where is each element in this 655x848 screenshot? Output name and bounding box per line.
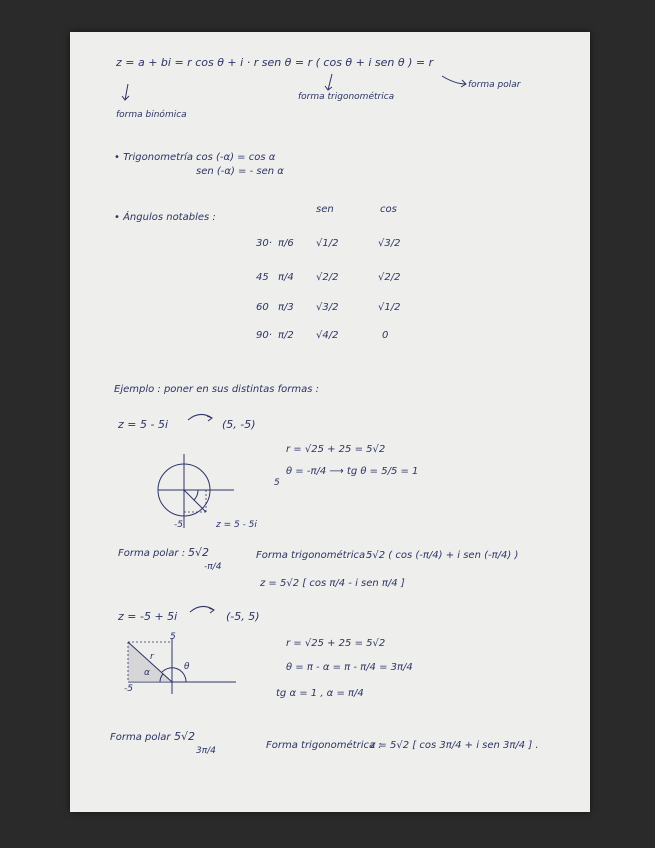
z1-argument: θ = -π/4 ⟶ tg θ = 5/5 = 1 — [286, 466, 419, 477]
arrow-z2 — [188, 600, 218, 616]
z1-polar-subscript: -π/4 — [204, 562, 222, 572]
z1-trig-value: 5√2 ( cos (-π/4) + i sen (-π/4) ) — [366, 550, 519, 561]
angle-rad: π/3 — [278, 302, 294, 313]
z1-trig-label: Forma trigonométrica : — [256, 550, 372, 561]
z2-fig-label-r: r — [150, 652, 154, 662]
z2-modulus: r = √25 + 25 = 5√2 — [286, 638, 386, 649]
z1-trig-value-simplified: z = 5√2 [ cos π/4 - i sen π/4 ] — [260, 578, 405, 589]
angle-deg: 45 — [256, 272, 269, 283]
label-forma-polar: forma polar — [468, 80, 521, 90]
arrows-line1 — [70, 32, 590, 152]
arrow-z1 — [186, 408, 216, 424]
z2-trig-label: Forma trigonométrica : — [266, 740, 382, 751]
example-title: Ejemplo : poner en sus distintas formas : — [114, 384, 319, 395]
angle-deg: 60 — [256, 302, 269, 313]
angle-rad: π/6 — [278, 238, 294, 249]
z2-point: (-5, 5) — [226, 610, 260, 623]
trig-label: • Trigonometría : — [114, 152, 200, 163]
z1-fig-label-5: 5 — [274, 478, 280, 488]
label-forma-binomica: forma binómica — [116, 110, 187, 120]
angle-sen: √4/2 — [316, 330, 339, 341]
trig-eq2: sen (-α) = - sen α — [196, 166, 284, 177]
angle-cos: √1/2 — [378, 302, 401, 313]
z2-argument: θ = π - α = π - π/4 = 3π/4 — [286, 662, 413, 673]
col-cos: cos — [380, 204, 397, 215]
z1-polar-value: 5√2 — [188, 546, 210, 559]
label-forma-trigonometrica: forma trigonométrica — [298, 92, 395, 102]
angle-cos: √3/2 — [378, 238, 401, 249]
z2-polar-label: Forma polar — [110, 732, 171, 743]
angle-sen: √1/2 — [316, 238, 339, 249]
z1-fig-label-minus5: -5 — [174, 520, 183, 530]
z2-polar-value: 5√2 — [174, 730, 196, 743]
col-sen: sen — [316, 204, 334, 215]
z1-modulus: r = √25 + 25 = 5√2 — [286, 444, 386, 455]
z1-point: (5, -5) — [222, 418, 256, 431]
z2-fig-label-theta: θ — [184, 662, 190, 672]
z2-fig-label-minus5: -5 — [124, 684, 133, 694]
angle-sen: √2/2 — [316, 272, 339, 283]
angle-sen: √3/2 — [316, 302, 339, 313]
angle-cos: √2/2 — [378, 272, 401, 283]
notebook-page — [70, 32, 590, 812]
angle-deg: 30· — [256, 238, 272, 249]
complex-forms-equation: z = a + bi = r cos θ + i · r sen θ = r ( cos θ + i sen θ ) = r — [116, 56, 434, 69]
angle-deg: 90· — [256, 330, 272, 341]
z2-polar-subscript: 3π/4 — [196, 746, 216, 756]
z2-expression: z = -5 + 5i — [118, 610, 178, 623]
z2-fig-label-5: 5 — [170, 632, 176, 642]
z1-expression: z = 5 - 5i — [118, 418, 168, 431]
trig-eq1: cos (-α) = cos α — [196, 152, 276, 163]
angles-label: • Ángulos notables : — [114, 212, 216, 223]
z2-fig-label-alpha: α — [144, 668, 150, 678]
angle-cos: 0 — [382, 330, 389, 341]
angle-rad: π/2 — [278, 330, 294, 341]
z1-fig-label-z: z = 5 - 5i — [216, 520, 257, 530]
z2-tangent: tg α = 1 , α = π/4 — [276, 688, 364, 699]
z1-polar-label: Forma polar : — [118, 548, 186, 559]
angle-rad: π/4 — [278, 272, 294, 283]
z2-trig-value: z = 5√2 [ cos 3π/4 + i sen 3π/4 ] . — [370, 740, 539, 751]
